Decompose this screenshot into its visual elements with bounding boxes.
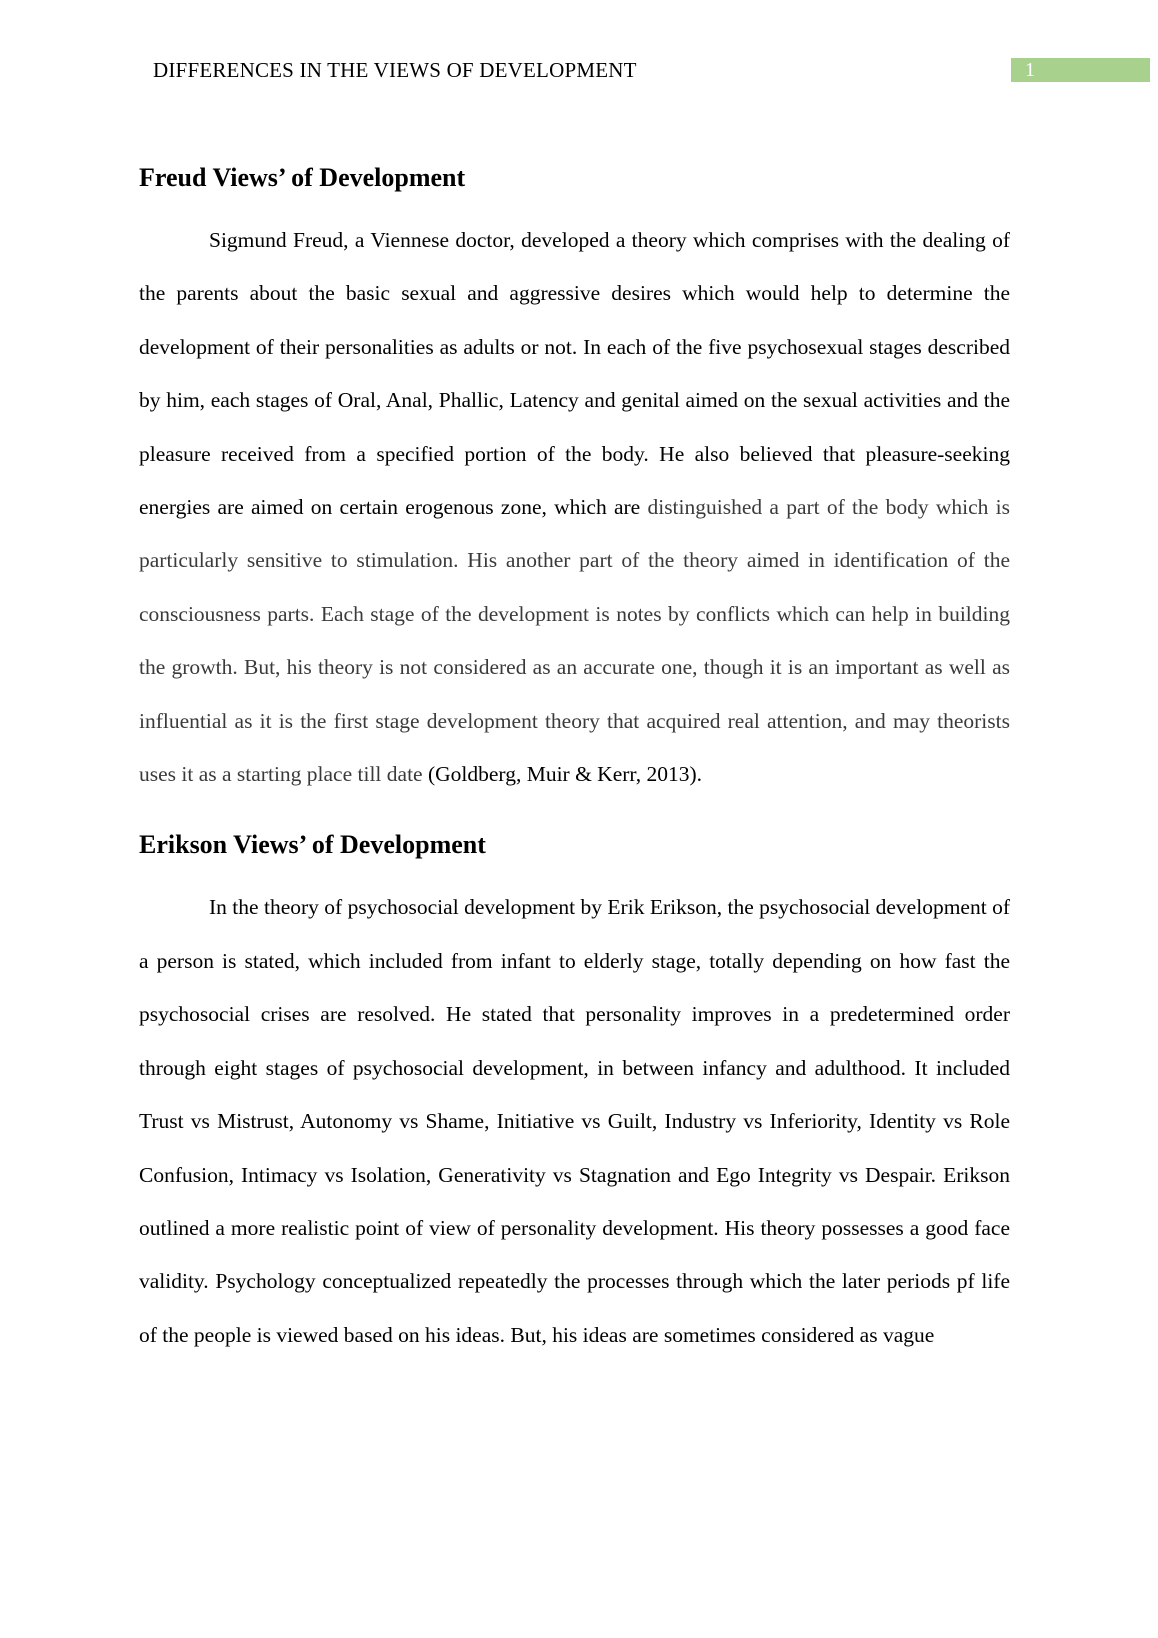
page-number-box xyxy=(1011,58,1150,82)
freud-section-heading: Freud Views’ of Development xyxy=(139,163,466,192)
document-body xyxy=(139,160,1010,1362)
page-number: 1 xyxy=(1025,59,1035,81)
erikson-paragraph: In the theory of psychosocial development by Erik Erikson, the psychosocial development of a person is stated, which included from infant to elderly stage, totally depending on how fast the psychosocial crises are resolved. He stated that personality improves in a predetermined order through eight stages of psychosocial development, in between infancy and adulthood. It included Trust vs Mistrust, Autonomy vs Shame, Initiative vs Guilt, Industry vs Inferiority, Identity vs Role Confusion, Intimacy vs Isolation, Generativity vs Stagnation and Ego Integrity vs Despair. Erikson outlined a more realistic point of view of personality development. His theory possesses a good face validity. Psychology conceptualized repeatedly the processes through which the later periods pf life of the people is viewed based on his ideas. But, his ideas are sometimes considered as vague xyxy=(139,895,1010,1347)
erikson-section-heading: Erikson Views’ of Development xyxy=(139,830,486,860)
freud-paragraph-text-2: distinguished a part of the body which is particularly sensitive to stimulation. His another part of the theory aimed in identification of the consciousness parts. Each stage of the development is notes by conflicts which can help in building the growth. But, his theory is not considered as an accurate one, though it is an important as well as influential as it is the first stage development theory that acquired real attention, and may theorists uses it as a starting place till date xyxy=(139,495,1010,787)
freud-citation: (Goldberg, Muir & Kerr, 2013). xyxy=(427,762,702,787)
freud-paragraph xyxy=(139,214,1010,801)
freud-paragraph-text-1: Sigmund Freud, a Viennese doctor, developed a theory which comprises with the dealing of the parents about the basic sexual and aggressive desires which would help to determine the development of their personalities as adults or not. In each of the five psychosexual stages described by him, each stages of Oral, Anal, Phallic, Latency and genital aimed on the sexual activities and the pleasure received from a specified portion of the body. He also believed that pleasure-seeking energies are aimed on certain erogenous zone, which are xyxy=(139,228,1010,520)
running-head: DIFFERENCES IN THE VIEWS OF DEVELOPMENT xyxy=(153,58,637,82)
